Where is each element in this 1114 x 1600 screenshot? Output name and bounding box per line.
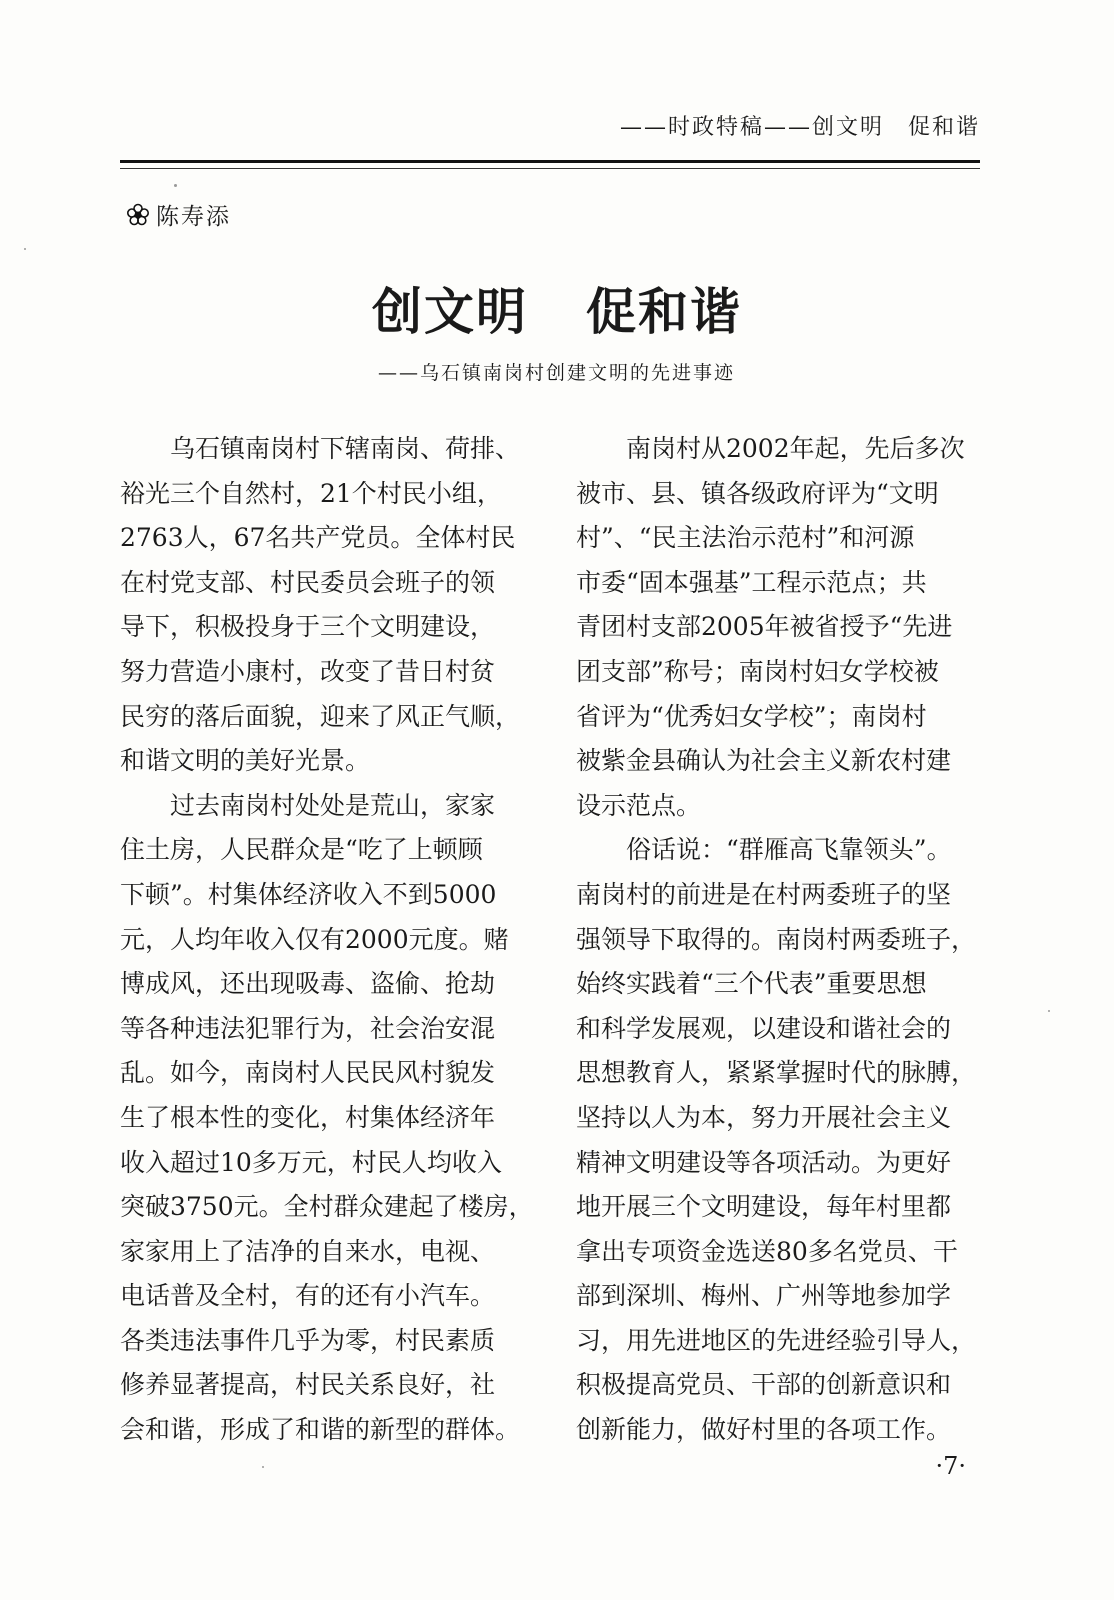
text-line: 元，人均年收入仅有2000元度。赌 xyxy=(120,924,509,954)
text-column-left xyxy=(120,427,540,1453)
text-line: 2763人，67名共产党员。全体村民 xyxy=(120,523,516,553)
text-line: 民穷的落后面貌，迎来了风正气顺， xyxy=(120,701,521,731)
scan-speck xyxy=(262,1466,264,1468)
text-line: 突破3750元。全村群众建起了楼房， xyxy=(120,1192,534,1222)
running-header: ——时政特稿——创文明 促和谐 xyxy=(619,115,980,140)
text-line: 修养显著提高，村民关系良好，社 xyxy=(120,1370,496,1400)
text-column-right xyxy=(576,427,976,1453)
scan-speck xyxy=(1048,1010,1050,1012)
text-line: 被市、县、镇各级政府评为“文明 xyxy=(576,478,939,508)
text-line: 村”、“民主法治示范村”和河源 xyxy=(576,523,915,553)
text-line: 乱。如今，南岗村人民民风村貌发 xyxy=(120,1058,496,1088)
text-line: 南岗村的前进是在村两委班子的坚 xyxy=(576,879,952,909)
text-line: 努力营造小康村，改变了昔日村贫 xyxy=(120,656,496,686)
text-line: 市委“固本强基”工程示范点；共 xyxy=(576,567,927,597)
text-line: 坚持以人为本，努力开展社会主义 xyxy=(576,1102,952,1132)
text-line: 始终实践着“三个代表”重要思想 xyxy=(576,969,927,999)
scan-speck xyxy=(24,248,26,250)
text-line: 积极提高党员、干部的创新意识和 xyxy=(576,1370,952,1400)
text-line: 乌石镇南岗村下辖南岗、荷排、 xyxy=(120,434,521,463)
text-line: 习，用先进地区的先进经验引导人， xyxy=(576,1325,977,1355)
title-part-2: 促和谐 xyxy=(586,283,742,341)
text-line: 过去南岗村处处是荒山，家家 xyxy=(120,790,496,820)
text-line: 家家用上了洁净的自来水，电视、 xyxy=(120,1236,496,1266)
text-line: 拿出专项资金选送80多名党员、干 xyxy=(576,1236,958,1266)
header-rule-thick xyxy=(120,160,980,163)
text-line: 强领导下取得的。南岗村两委班子， xyxy=(576,924,977,954)
byline xyxy=(126,198,231,231)
text-line: 和谐文明的美好光景。 xyxy=(120,746,371,776)
title-part-1: 创文明 xyxy=(372,283,528,341)
text-line: 思想教育人，紧紧掌握时代的脉膊， xyxy=(576,1058,977,1088)
text-line: 青团村支部2005年被省授予“先进 xyxy=(576,612,953,642)
text-line: 创新能力，做好村里的各项工作。 xyxy=(576,1415,952,1445)
flower-icon xyxy=(126,203,150,227)
scan-speck xyxy=(174,184,177,187)
text-line: 在村党支部、村民委员会班子的领 xyxy=(120,567,496,597)
article-subtitle: ——乌石镇南岗村创建文明的先进事迹 xyxy=(378,362,736,384)
page-number: ·7· xyxy=(935,1452,966,1480)
text-line: 俗话说：“群雁高飞靠领头”。 xyxy=(576,835,952,865)
text-line: 裕光三个自然村，21个村民小组， xyxy=(120,478,502,508)
text-line: 电话普及全村，有的还有小汽车。 xyxy=(120,1281,496,1311)
text-line: 导下，积极投身于三个文明建设， xyxy=(120,612,496,642)
text-line: 各类违法事件几乎为零，村民素质 xyxy=(120,1325,496,1355)
text-line: 收入超过10多万元，村民人均收入 xyxy=(120,1147,502,1177)
article-title xyxy=(0,272,1114,344)
text-line: 设示范点。 xyxy=(576,790,702,820)
text-line: 生了根本性的变化，村集体经济年 xyxy=(120,1102,496,1132)
text-line: 会和谐，形成了和谐的新型的群体。 xyxy=(120,1415,521,1445)
text-line: 部到深圳、梅州、广州等地参加学 xyxy=(576,1281,952,1311)
text-line: 精神文明建设等各项活动。为更好 xyxy=(576,1147,952,1177)
text-line: 地开展三个文明建设，每年村里都 xyxy=(576,1192,952,1222)
text-line: 被紫金县确认为社会主义新农村建 xyxy=(576,746,952,776)
text-line: 团支部”称号；南岗村妇女学校被 xyxy=(576,656,939,686)
text-line: 博成风，还出现吸毒、盗偷、抢劫 xyxy=(120,969,496,999)
author-name: 陈寿添 xyxy=(156,204,231,230)
header-rule-thin xyxy=(120,168,980,169)
text-line: 省评为“优秀妇女学校”；南岗村 xyxy=(576,701,927,731)
text-line: 和科学发展观，以建设和谐社会的 xyxy=(576,1013,952,1043)
text-line: 南岗村从2002年起，先后多次 xyxy=(576,434,965,463)
text-line: 等各种违法犯罪行为，社会治安混 xyxy=(120,1013,496,1043)
text-line: 住土房，人民群众是“吃了上顿顾 xyxy=(120,835,483,865)
text-line: 下顿”。村集体经济收入不到5000 xyxy=(120,879,497,909)
